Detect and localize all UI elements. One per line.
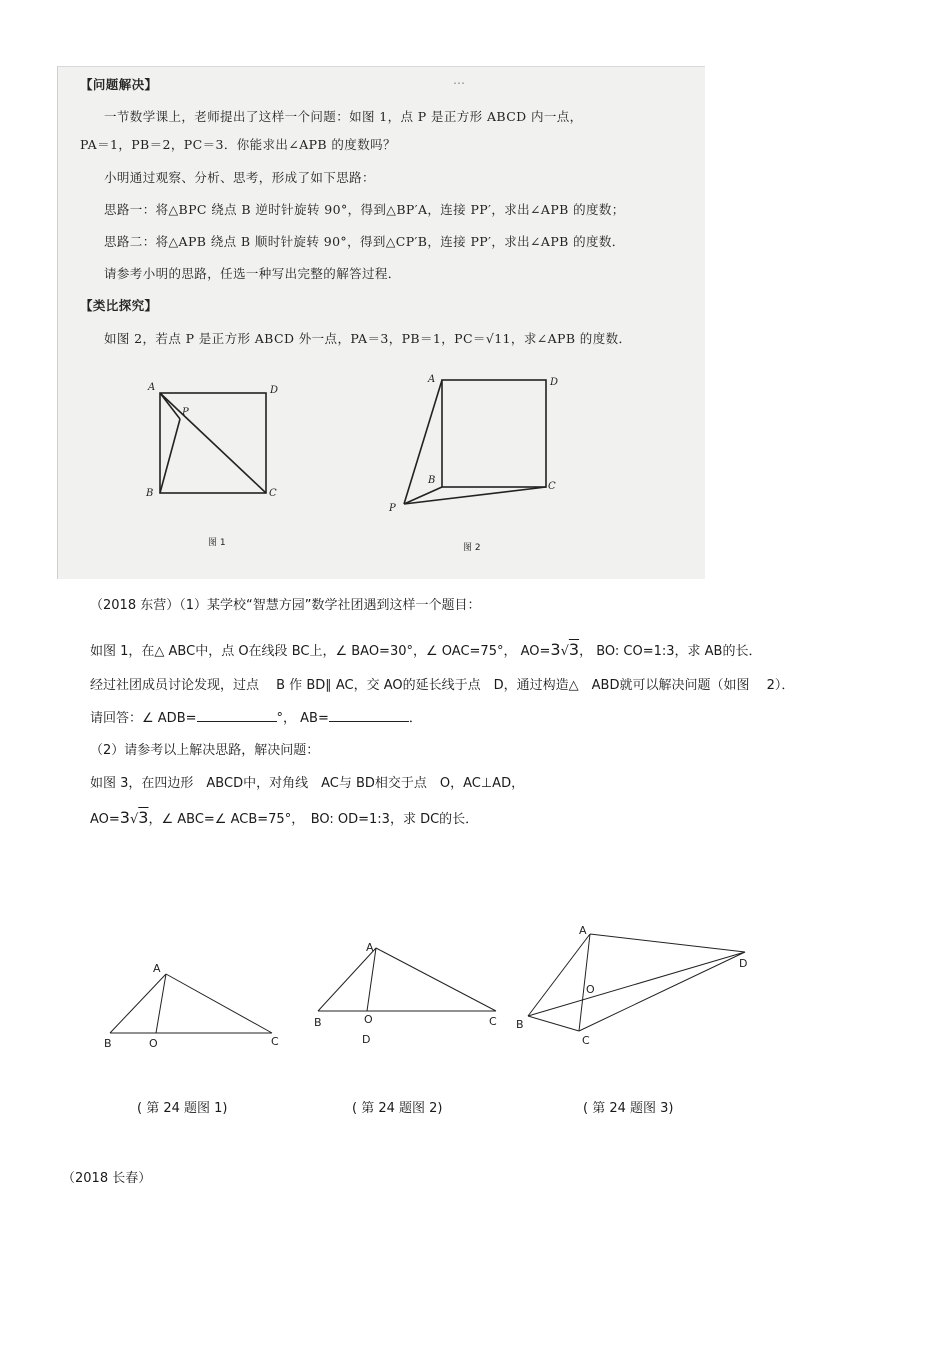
ao-coefficient: 3 <box>550 640 561 659</box>
sqrt-11: √11 <box>485 331 511 346</box>
ao-radicand-2: 3 <box>138 808 149 827</box>
problem-source: （2018 东营）（1）某学校“智慧方园”数学社团遇到这样一个题目： <box>90 598 481 613</box>
ao-radicand: 3 <box>568 640 580 659</box>
scan-paragraph-3: 小明通过观察、分析、思考，形成了如下思路： <box>104 170 375 185</box>
label-a-2: A <box>428 374 436 385</box>
fig2-caption: 图 2 <box>463 543 481 553</box>
problem-line-6: AO=3√3，∠ ABC=∠ ACB=75°， BO: OD=1:3，求 DC的长． <box>90 808 479 827</box>
heading-analogy-explore: 【类比探究】 <box>80 298 158 313</box>
problem-line-1: 如图 1，在△ ABC中，点 O在线段 BC上，∠ BAO=30°，∠ OAC=75°， AO=3√3， BO: CO=1:3，求 AB的长． <box>90 640 762 659</box>
ao-coefficient-2: 3 <box>119 808 130 827</box>
fig2-label-c: C <box>489 1015 497 1028</box>
caption-figure-3: ( 第 24 题图 3) <box>583 1101 674 1116</box>
fig1-label-o: O <box>149 1037 158 1050</box>
ab-question: °， AB= <box>276 711 329 726</box>
fig2-segment-ab <box>318 948 376 1011</box>
line1-text: 如图 1，在△ ABC中，点 O在线段 BC上，∠ BAO=30°，∠ OAC=75°， AO= <box>90 644 551 659</box>
scan-p7-text: 如图 2，若点 P 是正方形 ABCD 外一点，PA＝3，PB＝1，PC＝ <box>104 331 486 346</box>
fig3-label-c: C <box>582 1034 590 1047</box>
adb-question: 请回答：∠ ADB= <box>90 711 197 726</box>
fig3-segment-ad <box>590 934 745 952</box>
scan-p7-tail: ，求∠APB 的度数． <box>510 331 632 346</box>
fig3-label-a: A <box>579 924 587 937</box>
label-p-2: P <box>389 503 396 514</box>
fig1-label-a: A <box>153 962 161 975</box>
fig2-label-o: O <box>364 1013 373 1026</box>
scan-paragraph-1: 一节数学课上，老师提出了这样一个问题：如图 1，点 P 是正方形 ABCD 内一点， <box>104 109 583 124</box>
fig2-segment-ac <box>376 948 496 1011</box>
problem-line-4: （2）请参考以上解决思路，解决问题： <box>90 743 320 758</box>
line1-tail: ， BO: CO=1:3，求 AB的长． <box>579 644 762 659</box>
fig3-label-d: D <box>739 957 748 970</box>
fig2-label-a: A <box>366 941 374 954</box>
fig2-segment-ao <box>367 948 376 1011</box>
fig3-label-o: O <box>586 983 595 996</box>
label-p: P <box>182 407 189 418</box>
fig2-label-d: D <box>362 1033 371 1046</box>
line3-period: ． <box>408 711 422 726</box>
fig1-label-b: B <box>104 1037 112 1050</box>
caption-figure-1: ( 第 24 题图 1) <box>137 1101 228 1116</box>
fig1-caption: 图 1 <box>208 538 226 548</box>
line6-text: AO= <box>90 812 120 827</box>
fig3-segment-cd <box>579 952 748 1031</box>
label-c: C <box>269 488 277 499</box>
problem-line-2: 经过社团成员讨论发现，过点 B 作 BD∥ AC，交 AO的延长线于点 D，通过构造△ ABD就可以解决问题（如图 2）． <box>90 678 795 693</box>
label-c-2: C <box>548 481 556 492</box>
fig3-diagonal-bd <box>528 952 748 1016</box>
fig3-label-b: B <box>516 1018 524 1031</box>
label-d-2: D <box>550 377 559 388</box>
scan-idea-1: 思路一：将△BPC 绕点 B 逆时针旋转 90°，得到△BP′A，连接 PP′，求出∠APB 的度数； <box>104 202 625 217</box>
fig3-segment-bc <box>528 1016 579 1031</box>
label-b-2: B <box>428 475 436 486</box>
fig3-segment-ab <box>528 934 590 1016</box>
fig2-label-b: B <box>314 1016 322 1029</box>
scan-paragraph-6: 请参考小明的思路，任选一种写出完整的解答过程． <box>104 266 401 281</box>
problem-line-5: 如图 3，在四边形 ABCD中，对角线 AC与 BD相交于点 O，AC⊥AD， <box>90 776 525 791</box>
fig1-segment-ac <box>166 974 272 1033</box>
heading-problem-solving: 【问题解决】 <box>80 77 158 92</box>
scan-idea-2: 思路二：将△APB 绕点 B 顺时针旋转 90°，得到△CP′B，连接 PP′，求出∠APB 的度数． <box>104 234 625 249</box>
line6-tail: ，∠ ABC=∠ ACB=75°， BO: OD=1:3，求 DC的长． <box>148 812 479 827</box>
fig1-label-c: C <box>271 1035 279 1048</box>
caption-figure-2: ( 第 24 题图 2) <box>352 1101 443 1116</box>
label-d: D <box>270 385 279 396</box>
footer-source: （2018 长春） <box>62 1171 152 1186</box>
label-b: B <box>146 488 154 499</box>
label-a: A <box>148 382 156 393</box>
scan-artifact: … <box>453 73 467 87</box>
scan-paragraph-2: PA＝1，PB＝2，PC＝3．你能求出∠APB 的度数吗？ <box>80 137 396 152</box>
